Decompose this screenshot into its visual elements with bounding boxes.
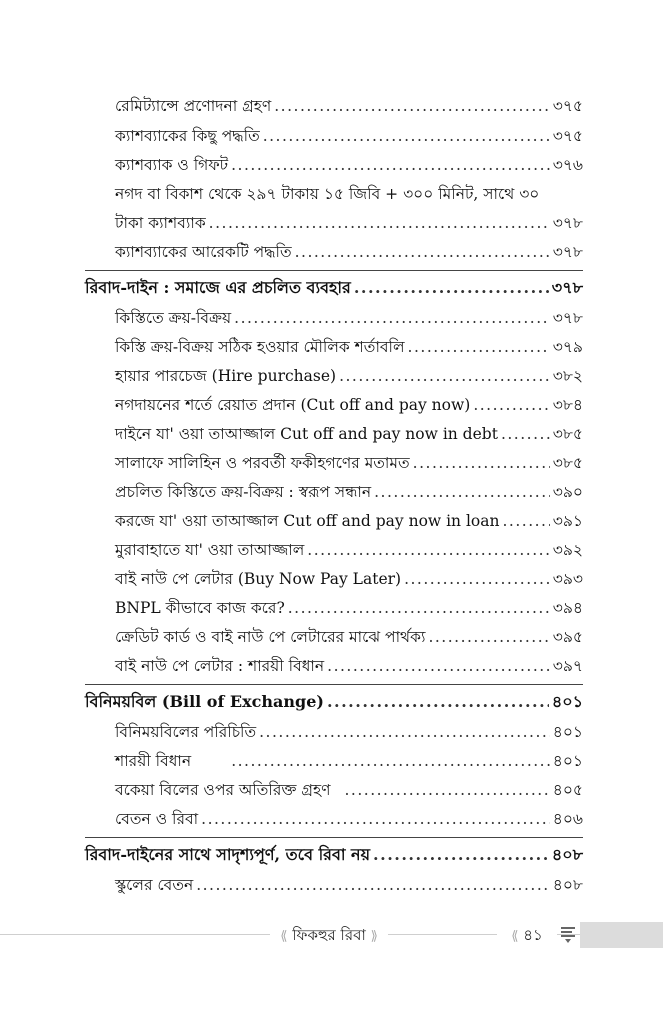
entry-title: মুরাবাহাতে যা' ওয়া তাআজ্জাল bbox=[115, 541, 305, 559]
entry-title: বাই নাউ পে লেটার : শারয়ী বিধান bbox=[115, 657, 325, 675]
toc-entry[interactable] bbox=[115, 809, 583, 829]
leader-dots bbox=[263, 126, 550, 146]
leader-dots bbox=[413, 453, 550, 473]
entry-page: ৩৯৪ bbox=[552, 599, 583, 617]
ornament-left-icon: ⟪ bbox=[511, 929, 519, 944]
toc-entry[interactable] bbox=[115, 424, 583, 444]
leader-dots bbox=[231, 155, 550, 175]
section-divider bbox=[85, 684, 583, 685]
menu-lines-icon-svg bbox=[559, 924, 577, 944]
book-title: ফিকহুর রিবা bbox=[292, 926, 366, 944]
leader-dots bbox=[408, 337, 550, 357]
entry-page: ৩৭৫ bbox=[552, 127, 583, 145]
section-title: বিনিময়বিল (Bill of Exchange) bbox=[85, 692, 324, 711]
entry-page: ৪০৮ bbox=[552, 876, 583, 894]
entry-page: ৩৮২ bbox=[552, 367, 583, 385]
entry-page: ৩৯০ bbox=[552, 483, 583, 501]
leader-dots bbox=[234, 308, 550, 328]
toc-entry[interactable] bbox=[115, 598, 583, 618]
entry-title: করজে যা' ওয়া তাআজ্জাল Cut off and pay now in loan bbox=[115, 512, 500, 530]
toc-section-heading[interactable] bbox=[85, 278, 583, 298]
entry-title: ক্যাশব্যাকের আরেকটি পদ্ধতি bbox=[115, 243, 292, 261]
leader-dots bbox=[503, 511, 550, 531]
entry-page: ৩৮৪ bbox=[552, 396, 583, 414]
leader-dots bbox=[259, 722, 550, 742]
entry-title: প্রচলিত কিস্তিতে ক্রয়-বিক্রয় : স্বরূপ সন্ধান bbox=[115, 483, 372, 501]
leader-dots bbox=[327, 692, 549, 712]
entry-page: ৪০১ bbox=[552, 752, 583, 770]
section-page: ৪০৮ bbox=[551, 845, 583, 864]
entry-page: ৩৭৮ bbox=[552, 214, 583, 232]
entry-title: বেতন ও রিবা bbox=[115, 810, 199, 828]
ornament-left-icon: ⟪ bbox=[280, 929, 288, 944]
toc-entry[interactable] bbox=[115, 627, 583, 647]
entry-title: শারয়ী বিধান bbox=[115, 752, 192, 770]
page-number: ৪১ bbox=[523, 926, 543, 944]
footer-book-title bbox=[270, 922, 388, 948]
toc-entry[interactable] bbox=[115, 722, 583, 742]
leader-dots bbox=[231, 751, 550, 771]
footer-page-number bbox=[497, 922, 557, 948]
section-page: ৪০১ bbox=[551, 692, 583, 711]
entry-page: ৩৮৫ bbox=[552, 454, 583, 472]
menu-lines-icon[interactable] bbox=[557, 924, 579, 946]
footer-accent-bar bbox=[580, 922, 663, 948]
entry-title: রেমিট্যান্সে প্রণোদনা গ্রহণ bbox=[115, 97, 272, 115]
entry-page: ৪০৫ bbox=[552, 781, 583, 799]
entry-page: ৩৭৮ bbox=[552, 309, 583, 327]
leader-dots bbox=[501, 424, 550, 444]
entry-page: ৩৮৫ bbox=[552, 425, 583, 443]
toc-section-heading[interactable] bbox=[85, 845, 583, 865]
leader-dots bbox=[327, 656, 550, 676]
toc-entry[interactable] bbox=[115, 875, 583, 895]
entry-title: সালাফে সালিহিন ও পরবর্তী ফকীহগণের মতামত bbox=[115, 454, 410, 472]
page-footer bbox=[0, 922, 663, 948]
toc-entry[interactable] bbox=[115, 656, 583, 676]
entry-title: বাই নাউ পে লেটার (Buy Now Pay Later) bbox=[115, 570, 402, 588]
entry-page: ৩৯১ bbox=[552, 512, 583, 530]
entry-page: ৪০১ bbox=[552, 723, 583, 741]
ornament-right-icon: ⟫ bbox=[370, 929, 378, 944]
toc-entry[interactable] bbox=[115, 780, 583, 800]
leader-dots bbox=[288, 598, 550, 618]
entry-page: ৩৭৮ bbox=[552, 243, 583, 261]
toc-entry[interactable] bbox=[115, 482, 583, 502]
toc-entry[interactable] bbox=[115, 569, 583, 589]
toc-entry[interactable] bbox=[115, 126, 583, 146]
leader-dots bbox=[473, 395, 549, 415]
entry-page: ৪০৬ bbox=[552, 810, 583, 828]
toc-entry[interactable] bbox=[115, 540, 583, 560]
entry-page: ৩৭৯ bbox=[552, 338, 583, 356]
section-page: ৩৭৮ bbox=[551, 278, 583, 297]
entry-title: বকেয়া বিলের ওপর অতিরিক্ত গ্রহণ bbox=[115, 781, 331, 799]
toc-entry[interactable] bbox=[115, 453, 583, 473]
entry-title: কিস্তিতে ক্রয়-বিক্রয় bbox=[115, 309, 232, 327]
leader-dots bbox=[307, 540, 550, 560]
entry-title-line1: নগদ বা বিকাশ থেকে ২৯৭ টাকায় ১৫ জিবি + ৩০০ মিনিট, সাথে ৩০ bbox=[115, 185, 540, 203]
entry-page: ৩৯৩ bbox=[552, 570, 583, 588]
leader-dots bbox=[345, 780, 550, 800]
leader-dots bbox=[209, 213, 550, 233]
entry-title: BNPL কীভাবে কাজ করে? bbox=[115, 599, 285, 617]
entry-page: ৩৯৭ bbox=[552, 657, 583, 675]
leader-dots bbox=[373, 845, 549, 865]
section-title: রিবাদ-দাইনের সাথে সাদৃশ্যপূর্ণ, তবে রিবা নয় bbox=[85, 845, 371, 864]
toc-entry[interactable] bbox=[115, 395, 583, 415]
entry-title: বিনিময়বিলের পরিচিতি bbox=[115, 723, 257, 741]
toc-entry[interactable] bbox=[115, 213, 583, 233]
leader-dots bbox=[374, 482, 550, 502]
toc-entry[interactable] bbox=[115, 511, 583, 531]
entry-title: স্কুলের বেতন bbox=[115, 876, 194, 894]
section-divider bbox=[85, 270, 583, 271]
toc-entry[interactable] bbox=[115, 155, 583, 175]
leader-dots bbox=[404, 569, 550, 589]
entry-page: ৩৯২ bbox=[552, 541, 583, 559]
entry-title: টাকা ক্যাশব্যাক bbox=[115, 214, 206, 232]
entry-title: ক্যাশব্যাক ও গিফট bbox=[115, 156, 229, 174]
section-divider bbox=[85, 837, 583, 838]
toc-entry[interactable] bbox=[115, 751, 583, 771]
entry-title: ক্রেডিট কার্ড ও বাই নাউ পে লেটারের মাঝে পার্থক্য bbox=[115, 628, 426, 646]
leader-dots bbox=[295, 242, 550, 262]
entry-title: ক্যাশব্যাকের কিছু পদ্ধতি bbox=[115, 127, 260, 145]
entry-page: ৩৭৫ bbox=[552, 97, 583, 115]
entry-page: ৩৭৬ bbox=[552, 156, 583, 174]
leader-dots bbox=[274, 96, 550, 116]
toc-entry[interactable] bbox=[115, 242, 583, 262]
toc-entry[interactable] bbox=[115, 96, 583, 116]
toc-entry[interactable] bbox=[115, 366, 583, 386]
section-title: রিবাদ-দাইন : সমাজে এর প্রচলিত ব্যবহার bbox=[85, 278, 351, 297]
entry-title: কিস্তি ক্রয়-বিক্রয় সঠিক হওয়ার মৌলিক শর্তাবলি bbox=[115, 338, 405, 356]
toc-entry[interactable] bbox=[115, 337, 583, 357]
entry-title: হায়ার পারচেজ (Hire purchase) bbox=[115, 367, 337, 385]
leader-dots bbox=[201, 809, 550, 829]
leader-dots bbox=[339, 366, 550, 386]
entry-page: ৩৯৫ bbox=[552, 628, 583, 646]
leader-dots bbox=[428, 627, 549, 647]
entry-title: দাইনে যা' ওয়া তাআজ্জাল Cut off and pay now in debt bbox=[115, 425, 498, 443]
toc-section-heading[interactable] bbox=[85, 692, 583, 712]
toc-entry[interactable] bbox=[115, 308, 583, 328]
toc-entry-line1[interactable] bbox=[115, 184, 583, 204]
entry-title: নগদায়নের শর্তে রেয়াত প্রদান (Cut off and pay now) bbox=[115, 396, 471, 414]
leader-dots bbox=[354, 278, 549, 298]
leader-dots bbox=[196, 875, 550, 895]
